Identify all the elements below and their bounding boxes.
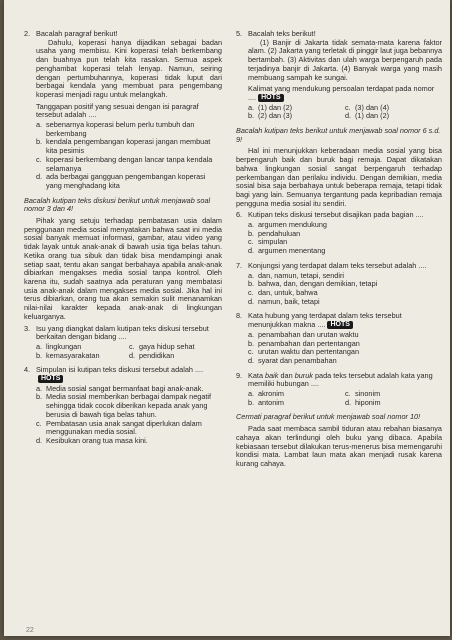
option[interactable]: c. simpulan — [248, 237, 288, 247]
question-9 — [236, 372, 442, 411]
hots-badge: HOTS — [38, 375, 63, 383]
option[interactable]: a. akronim — [248, 389, 284, 399]
option[interactable]: d. syarat dan penambahan — [248, 355, 337, 365]
option[interactable]: b. kendala pengembangan koperasi jangan membuat kita pesimis — [36, 137, 211, 156]
option[interactable]: a. penambahan dan urutan waktu — [248, 329, 359, 339]
question-text: Isu yang diangkat dalam kutipan teks diskusi tersebut berkaitan dengan bidang .... — [36, 323, 209, 342]
question-number: 3. — [24, 323, 31, 333]
option-list — [36, 343, 222, 360]
discussion-passage: Hal ini menunjukkan keberadaan media sosial yang bisa berpengaruh baik dan buruk bagi remaja. Dapat dikatakan bahwa lingkungan sosial sangat berpengaruh terhadap perkembangan dan perilaku individu. Dengan demikian, media sosial bisa saja berbahaya untuk beberapa remaja, tetapi tidak bagi yang lain. Semuanya tergantung pada kepribadian remaja pengguna media sosial itu sendiri. — [236, 146, 442, 208]
option[interactable]: c. urutan waktu dan pertentangan — [248, 347, 360, 357]
question-passage: (1) Banjir di Jakarta tidak semata-mata karena faktor alam. (2) Jakarta yang terletak di pinggir laut juga bebannya bertambah. (3) Aktivitas dan ulah warga berpengaruh pada terjadinya banjir di Jakarta. (4) Banyak warga yang masih membuang sampah ke sungai. — [248, 37, 442, 82]
option[interactable]: a. argumen mendukung — [248, 220, 327, 230]
option[interactable]: a. sebenarnya koperasi belum perlu tumbuh dan berkembang — [36, 120, 195, 138]
option-list — [248, 104, 442, 121]
question-3 — [24, 325, 222, 364]
option[interactable]: d. ada berbagai gangguan pengembangan koperasi yang menghadang kita — [36, 172, 206, 190]
question-number: 5. — [236, 29, 243, 38]
instruction-text: Bacalah kutipan teks berikut untuk menjawab soal nomor 6 s.d. 9! — [236, 126, 441, 144]
question-text: Simpulan isi kutipan teks diskusi tersebut adalah ....HOTS — [36, 365, 204, 383]
instruction-text: Cermati paragraf berikut untuk menjawab soal nomor 10! — [236, 412, 421, 422]
option[interactable]: b. antonim — [248, 397, 284, 407]
option[interactable]: b. Media sosial memberikan berbagai dampak negatif sehingga tidak cocok diberikan kepada anak yang berusia di bawah tiga belas tahun. — [36, 392, 212, 419]
option[interactable]: c. koperasi berkembang dengan lancar tanpa kendala selamanya — [36, 154, 213, 173]
question-6 — [236, 211, 442, 259]
question-4 — [24, 366, 222, 448]
question-number: 6. — [236, 210, 243, 220]
question-5 — [236, 30, 442, 124]
question-number: 8. — [236, 311, 243, 321]
question-text: Konjungsi yang terdapat dalam teks tersebut adalah .... — [248, 260, 427, 270]
option-list — [36, 385, 222, 446]
option-list — [248, 331, 442, 366]
option[interactable]: c. gaya hidup sehat — [129, 341, 195, 351]
hots-badge: HOTS — [327, 321, 352, 329]
question-7 — [236, 262, 442, 310]
option[interactable]: d. Kesibukan orang tua masa kini. — [36, 435, 148, 445]
option-list — [36, 121, 222, 191]
question-text: Kutipan teks diskusi tersebut disajikan pada bagian .... — [248, 210, 424, 220]
option[interactable]: a. (1) dan (2) — [248, 102, 293, 112]
option[interactable]: d. namun, baik, tetapi — [248, 296, 320, 306]
question-8 — [236, 312, 442, 368]
question-number: 4. — [24, 365, 31, 375]
page-number: 22 — [26, 627, 34, 634]
option-list — [248, 221, 442, 256]
option-list — [248, 390, 442, 407]
question-title: Bacalah teks berikut! — [248, 29, 316, 38]
question-title: Bacalah paragraf berikut! — [36, 29, 118, 38]
question-number: 9. — [236, 370, 243, 380]
option[interactable]: b. penambahan dan pertentangan — [248, 338, 360, 348]
paragraph-passage: Pada saat membaca sambil tiduran atau rebahan biasanya cahaya akan terlindungi oleh buku yang dibaca. Apabila kebiasaan tersebut dilakukan terus-menerus bisa memengaruhi kondisi mata. Lambat laun mata akan menjadi rusak karena kurang cahaya. — [236, 424, 442, 468]
option[interactable]: c. Pembatasan usia anak sangat diperlukan dalam menggunakan media sosial. — [36, 418, 202, 437]
option[interactable]: d. pendidikan — [129, 350, 175, 360]
left-column — [24, 30, 222, 452]
question-number: 7. — [236, 260, 243, 270]
option[interactable]: a. Media sosial sangat bermanfaat bagi anak-anak. — [36, 383, 204, 393]
option[interactable]: b. bahwa, dan, dengan demikian, tetapi — [248, 279, 378, 289]
option[interactable]: b. (2) dan (3) — [248, 111, 293, 121]
option[interactable]: c. dan, untuk, bahwa — [248, 287, 318, 297]
question-2 — [24, 30, 222, 194]
question-prompt: Kalimat yang mendukung persoalan terdapat pada nomor .... HOTS — [248, 84, 435, 102]
question-passage: Dahulu, koperasi hanya dijadikan sebagai badan usaha yang membisu. Kini koperasi telah berkembang dan buahnya pun telah kita rasakan. Semua aspek penghambat koperasi telah lenyap. Namun, seiring dengan pertumbuhannya, koperasi tidak luput dari berbagai kendala yang membuat para pengembang koperasi menjadi ragu untuk melangkah. — [36, 37, 222, 99]
option[interactable]: d. (1) dan (2) — [345, 111, 390, 121]
option[interactable]: c. (3) dan (4) — [345, 102, 390, 112]
option[interactable]: d. argumen menentang — [248, 246, 326, 256]
instruction-text: Bacalah kutipan teks diskusi berikut untuk menjawab soal nomor 3 dan 4! — [24, 195, 211, 214]
option-list — [248, 272, 442, 307]
question-prompt: Tanggapan positif yang sesuai dengan isi paragraf tersebut adalah .... — [36, 101, 199, 120]
option[interactable]: b. pendahuluan — [248, 228, 301, 238]
discussion-passage: Pihak yang setuju terhadap pembatasan usia dalam penggunaan media sosial menyatakan bahwa saat ini media sosial banyak memuat informasi, gambar, atau video yang tidak layak untuk anak-anak di bawah usia tiga belas tahun. Ketika orang tua sibuk dan tidak bisa mendampingi anak setiap saat, tentu akan sangat berbahaya apabila anak-anak dibiarkan mengakses media sosial tanpa kontrol. Oleh karena itu, sudah saatnya ada peraturan yang membatasi usia anak-anak dalam mengakses media sosial. Jika hal ini terus dibiarkan, orang tua akan semakin sulit menanamkan nilai-nilai karakter kepada anak-anak di lingkungan keluarganya. — [24, 216, 222, 321]
right-column — [236, 30, 442, 472]
question-number: 2. — [24, 29, 31, 38]
option[interactable]: b. kemasyarakatan — [36, 350, 100, 360]
question-text: Kata baik dan buruk pada teks tersebut adalah kata yang memiliki hubungan .... — [248, 370, 433, 389]
option[interactable]: a. lingkungan — [36, 341, 82, 351]
option[interactable]: a. dan, namun, tetapi, sendiri — [248, 270, 344, 280]
textbook-page — [4, 0, 450, 636]
hots-badge: HOTS — [258, 94, 283, 102]
option[interactable]: d. hiponim — [345, 397, 381, 407]
question-text: Kata hubung yang terdapat dalam teks tersebut menunjukkan makna .... HOTS — [248, 311, 402, 330]
option[interactable]: c. sinonim — [345, 389, 381, 399]
